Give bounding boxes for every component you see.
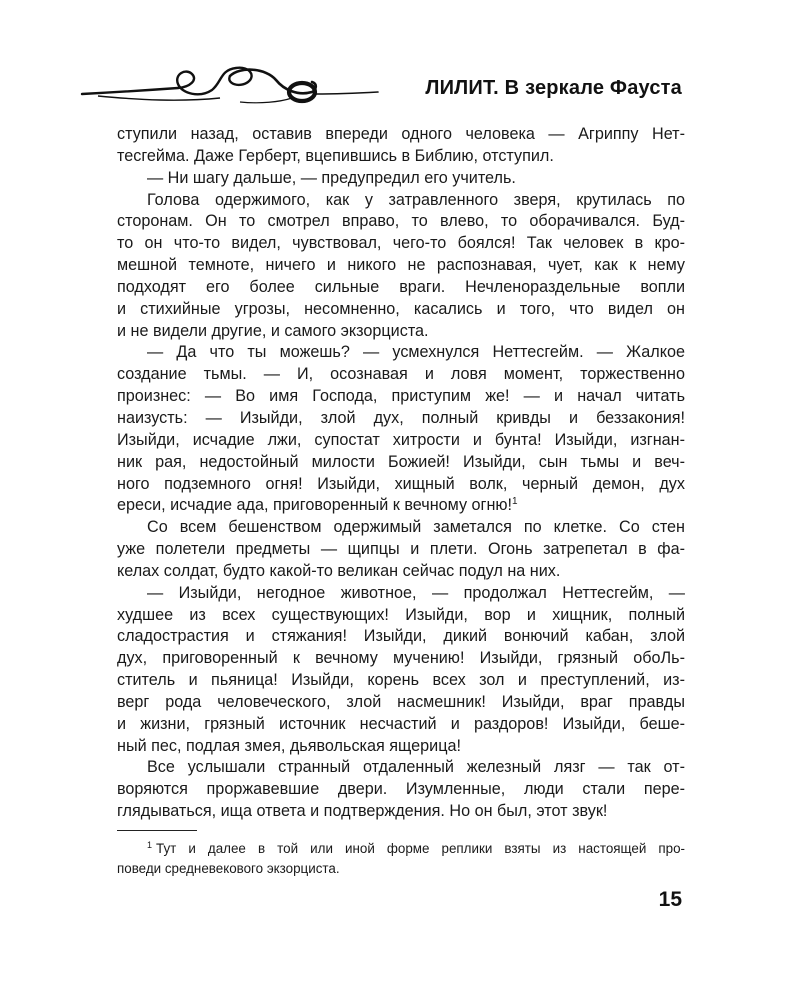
text-line: тесгейма. Даже Герберт, вцепившись в Библию, отступил.	[117, 146, 554, 165]
text-line: — Изыйди, негодное животное, — продолжал Неттесгейм, —	[147, 583, 685, 602]
footnote-line	[117, 839, 685, 859]
footnote-number: 1	[147, 840, 153, 850]
footnote-divider	[117, 830, 197, 831]
text-line: мешной темноте, ничего и никого не распознавая, чует, как к нему	[117, 256, 685, 275]
text-line-content: ереси, исчадие ада, приговоренный к вечному огню!	[117, 496, 513, 515]
text-line: ник рая, недостойный милости Божией! Изыйди, сын тьмы и веч-	[117, 452, 685, 471]
text-line: подходят его более сильные враги. Нечленораздельные вопли	[117, 277, 685, 296]
text-line	[117, 495, 685, 517]
text-line: то он что-то видел, чувствовал, чего-то боялся! Так человек в кро-	[117, 234, 685, 253]
text-line: ного подземного огня! Изыйди, хищный волк, черный демон, дух	[117, 474, 685, 493]
text-line: — Ни шагу дальше, — предупредил его учитель.	[147, 168, 516, 187]
text-line: произнес: — Во имя Господа, приступим же! — и начал читать	[117, 387, 685, 406]
text-line: и стихийные угрозы, несомненно, касались и того, что видел он	[117, 299, 685, 318]
text-line: Голова одержимого, как у затравленного зверя, крутилась по	[147, 190, 685, 209]
text-line: сторонам. Он то смотрел вправо, то влево, то оборачивался. Буд-	[117, 212, 685, 231]
text-line: ститель и пьяница! Изыйди, корень всех зол и преступлений, из-	[117, 671, 685, 690]
running-title: ЛИЛИТ. В зеркале Фауста	[425, 77, 682, 99]
text-line: и жизни, грязный источник несчастий и раздоров! Изыйди, беше-	[117, 714, 685, 733]
footnote-reference[interactable]: 1	[512, 496, 518, 508]
text-line: ступили назад, оставив впереди одного человека — Агриппу Нет-	[117, 125, 685, 143]
flourish-ornament-icon	[80, 62, 380, 110]
text-line: Изыйди, исчадие лжи, супостат хитрости и бунта! Изыйди, изгнан-	[117, 430, 685, 449]
text-line: верг рода человеческого, злой насмешник! Изыйди, враг правды	[117, 692, 685, 711]
text-line: худшее из всех существующих! Изыйди, вор и хищник, полный	[117, 605, 685, 624]
text-line: Все услышали странный отдаленный железный лязг — так от-	[147, 758, 685, 777]
main-text	[117, 124, 685, 823]
footnote	[117, 839, 685, 879]
page-number: 15	[658, 888, 682, 911]
footnote-text: Тут и далее в той или иной форме реплики взяты из настоящей про-	[156, 841, 685, 856]
text-line: создание тьмы. — И, осознавая и ловя момент, торжественно	[117, 365, 685, 384]
text-line: и не видели другие, и самого экзорциста.	[117, 321, 429, 340]
text-line: наизусть: — Изыйди, злой дух, полный кривды и беззакония!	[117, 408, 685, 427]
text-line: Со всем бешенством одержимый заметался по клетке. Со стен	[147, 518, 685, 537]
text-line: — Да что ты можешь? — усмехнулся Неттесгейм. — Жалкое	[147, 343, 685, 362]
text-line: дух, приговоренный к вечному мучению! Изыйди, грязный обоЛь-	[117, 649, 685, 668]
text-line: глядываться, ища ответа и подтверждения. Но он был, этот звук!	[117, 802, 608, 821]
text-line: келах солдат, будто какой-то великан сейчас подул на них.	[117, 561, 561, 580]
text-line: ный пес, подлая змея, дьявольская ящерица!	[117, 736, 461, 755]
text-line: сладострастия и стяжания! Изыйди, дикий вонючий кабан, злой	[117, 627, 685, 646]
footnote-line: поведи средневекового экзорциста.	[117, 861, 340, 876]
text-line: уже полетели предметы — щипцы и плети. Огонь затрепетал в фа-	[117, 540, 685, 559]
text-line: воряются проржавевшие двери. Изумленные, люди стали пере-	[117, 780, 685, 799]
